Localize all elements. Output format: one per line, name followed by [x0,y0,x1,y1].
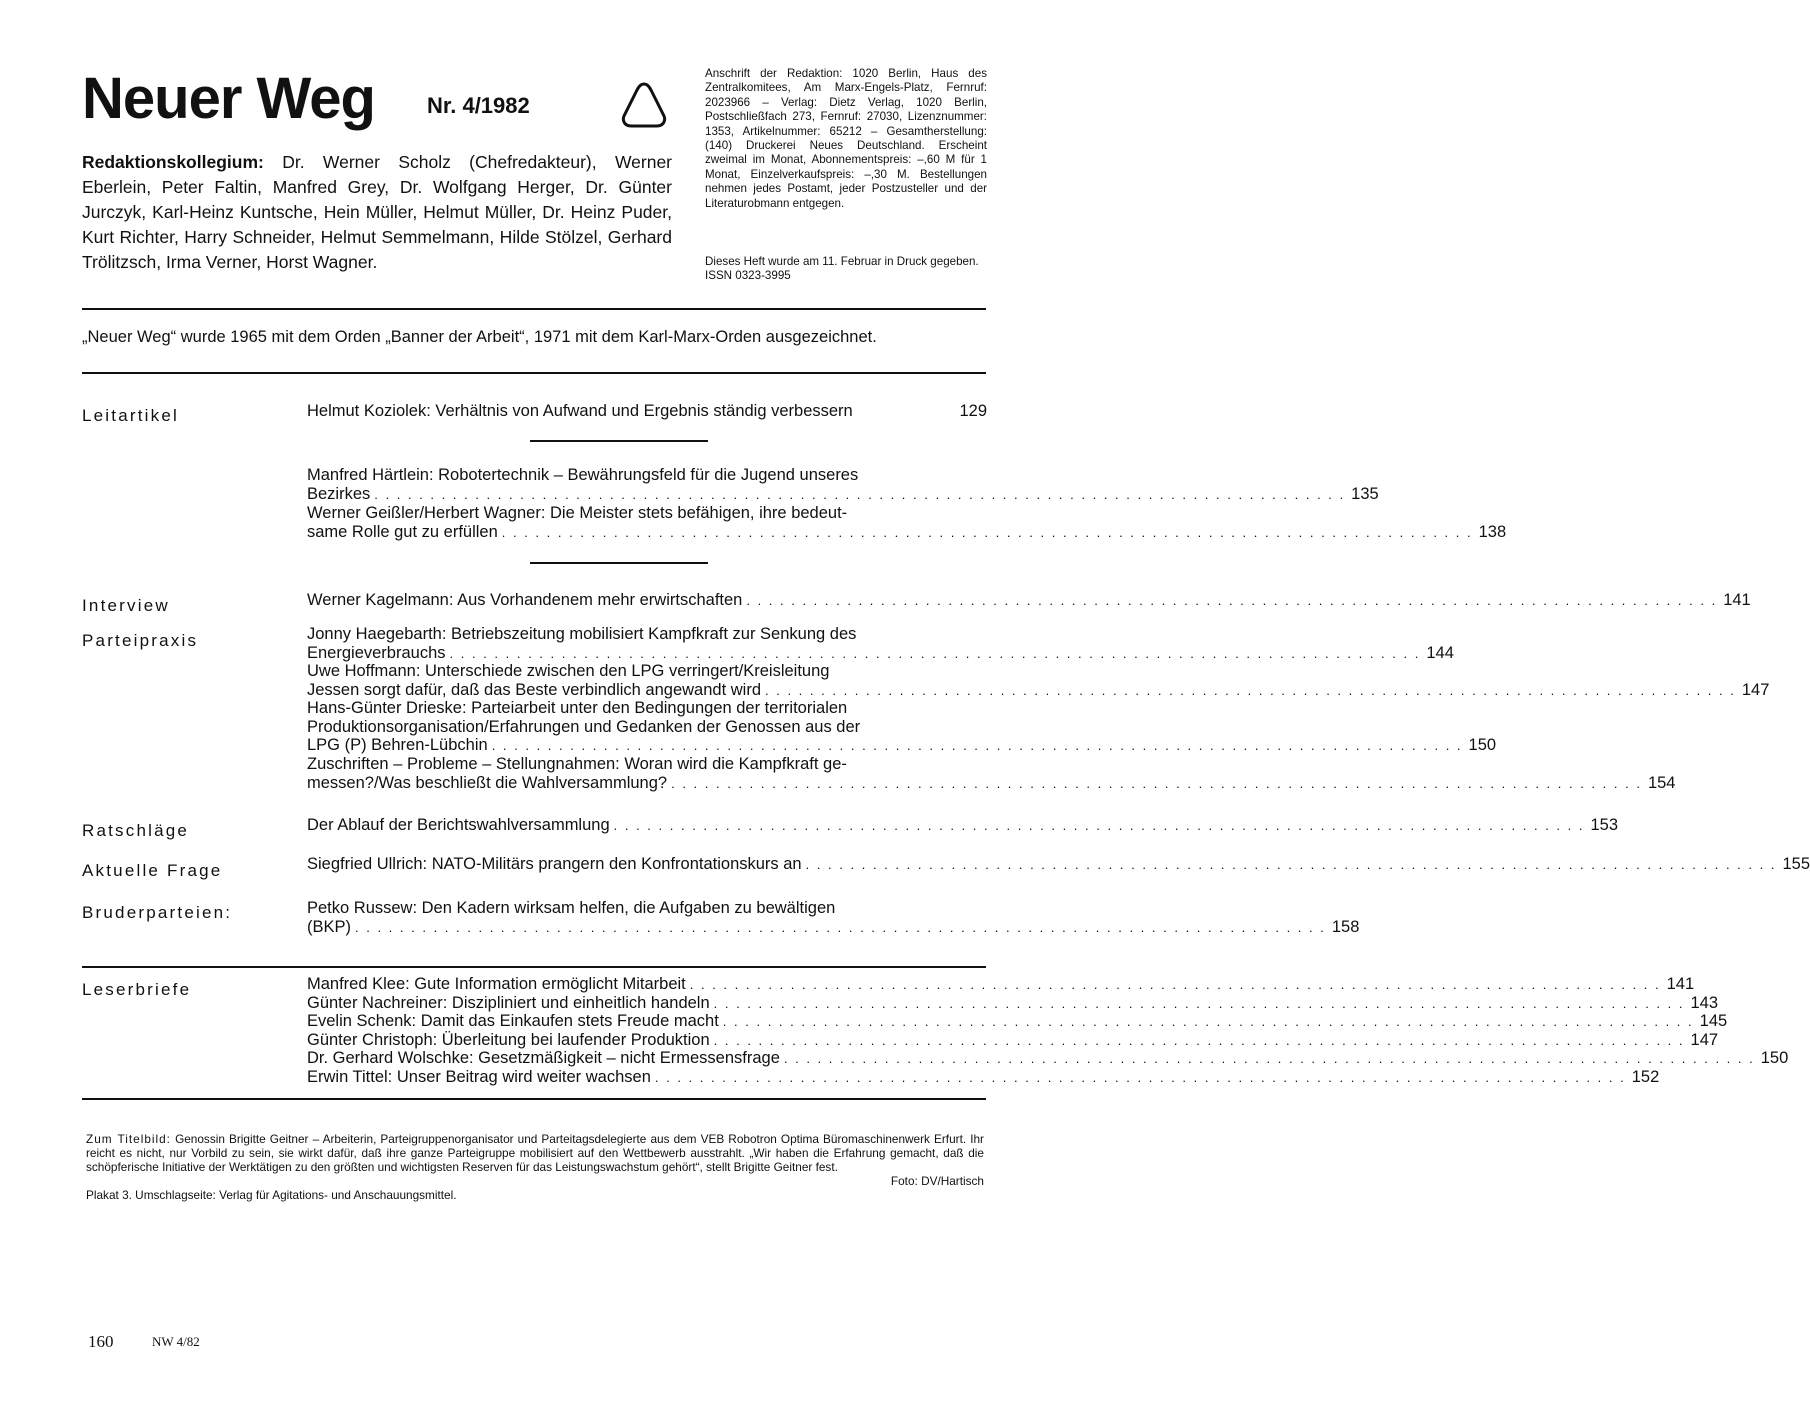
leader-dots: . . . . . . . . . . . . . . . . . . . . . . . . . . . . . . . . . . . . . . . . . . . . . . . . . . . . . . . . . . . . . . . . . . . . . . . . . . . . . . . . . . . . . . . [654,1069,1626,1085]
toc-entry[interactable] [307,1012,1728,1031]
toc-page-number: 154 [1647,773,1676,792]
section-ratschlaege: Ratschläge [82,821,190,840]
toc-page-number: 150 [1760,1049,1789,1067]
divider [82,966,986,968]
editorial-board [82,150,672,275]
toc-entry-title: Hans-Günter Drieske: Parteiarbeit unter den Bedingungen der territorialen [307,699,848,717]
triangle-logo-icon [620,80,668,130]
toc-entry[interactable] [307,1067,1660,1087]
toc-entry-title: Dr. Gerhard Wolschke: Gesetzmäßigkeit – nicht Ermessensfrage [307,1049,780,1067]
toc-entry[interactable] [307,504,1507,541]
leader-dots: . . . . . . . . . . . . . . . . . . . . . . . . . . . . . . . . . . . . . . . . . . . . . . . . . . . . . . . . . . . . . . . . . . . . . . . . . . . . . . . . . . . . . . . [713,1032,1685,1048]
toc-entry-title: Uwe Hoffmann: Unterschiede zwischen den LPG verringert/Kreisleitung [307,662,830,680]
leader-dots: . . . . . . . . . . . . . . . . . . . . . . . . . . . . . . . . . . . . . . . . . . . . . . . . . . . . . . . . . . . . . . . . . . . . . . . . . . . . . . . . . . . . . . . [765,682,1736,698]
caption-label: Zum Titelbild: [86,1132,171,1146]
toc-entry[interactable] [307,993,1719,1013]
divider [82,1098,986,1100]
toc-page-number: 145 [1699,1012,1728,1030]
toc-entry[interactable] [307,1030,1719,1050]
leader-dots: . . . . . . . . . . . . . . . . . . . . . . . . . . . . . . . . . . . . . . . . . . . . . . . . . . . . . . . . . . . . . . . . . . . . . . . . . . . . . . . . . . . . . . . [713,995,1685,1011]
section-aktuelle-frage: Aktuelle Frage [82,861,223,880]
cover-caption [86,1132,984,1202]
toc-page-number: 129 [959,402,987,420]
leader-dots: . . . . . . . . . . . . . . . . . . . . . . . . . . . . . . . . . . . . . . . . . . . . . . . . . . . . . . . . . . . . . . . . . . . . . . . . . . . . . . . . . . . . . . . [355,919,1326,935]
photo-credit: Foto: DV/Hartisch [890,1174,984,1188]
toc-page-number: 150 [1468,736,1497,754]
toc-entry[interactable] [307,625,1454,662]
toc-entry[interactable] [307,466,1379,503]
caption-text: Genossin Brigitte Geitner – Arbeiterin, Parteigruppenorganisator und Parteitagsdelegierte aus dem VEB Robotron Optima Büromaschinenwerk Erfurt. Ihr reicht es nicht, nur Vorbild zu sein, sie wirkt dafür, daß ihre ganze Parteigruppe mobilisiert auf den Wettbewerb ausstrahlt. „Wir haben die Erfahrung gemacht, daß die schöpferische Initiative der Werktätigen zu den größten und wichtigsten Reserven für das Leistungswachstum gehört“, stellt Brigitte Geitner fest. [86,1132,984,1174]
toc-entry-title: Werner Geißler/Herbert Wagner: Die Meister stets befähigen, ihre bedeut- [307,504,848,522]
toc-page-number: 141 [1666,975,1695,993]
toc-entry[interactable] [307,591,1751,610]
toc-entry-title: Helmut Koziolek: Verhältnis von Aufwand und Ergebnis ständig verbessern [307,402,853,420]
toc-page-number: 135 [1351,484,1379,503]
toc-page-number: 143 [1690,993,1719,1012]
toc-page-number: 158 [1331,917,1360,936]
divider [82,372,986,374]
leader-dots: . . . . . . . . . . . . . . . . . . . . . . . . . . . . . . . . . . . . . . . . . . . . . . . . . . . . . . . . . . . . . . . . . . . . . . . . . . . . . . . . . . . . . . . [722,1014,1694,1029]
toc-page-number: 152 [1631,1067,1660,1086]
toc-entry-title: Günter Christoph: Überleitung bei laufender Produktion [307,1030,710,1049]
leader-dots: . . . . . . . . . . . . . . . . . . . . . . . . . . . . . . . . . . . . . . . . . . . . . . . . . . . . . . . . . . . . . . . . . . . . . . . . . . . . . . . . . . . . . . . [613,818,1585,833]
plakat-note: Plakat 3. Umschlagseite: Verlag für Agitations- und Anschauungsmittel. [86,1188,457,1202]
issue-reference: NW 4/82 [152,1334,200,1349]
toc-entry-title: Bezirkes [307,484,371,503]
toc-entry-title: messen?/Was beschließt die Wahlversammlung? [307,773,668,792]
leader-dots: . . . . . . . . . . . . . . . . . . . . . . . . . . . . . . . . . . . . . . . . . . . . . . . . . . . . . . . . . . . . . . . . . . . . . . . . . . . . . . . . . . . . . . . [783,1051,1755,1066]
toc-entry-title: Evelin Schenk: Damit das Einkaufen stets Freude macht [307,1012,719,1030]
toc-entry-title: Jessen sorgt dafür, daß das Beste verbindlich angewandt wird [307,680,762,699]
toc-page-number: 141 [1723,591,1751,609]
toc-entry-title: Manfred Klee: Gute Information ermöglicht Mitarbeit [307,975,686,993]
toc-entry-title: Produktionsorganisation/Erfahrungen und Gedanken der Genossen aus der [307,717,861,736]
section-divider [530,562,708,564]
toc-page-number: 153 [1590,816,1619,834]
leader-dots: . . . . . . . . . . . . . . . . . . . . . . . . . . . . . . . . . . . . . . . . . . . . . . . . . . . . . . . . . . . . . . . . . . . . . . . . . . . . . . . . . . . . . . . [374,486,1346,502]
toc-letters-list [307,975,1789,1086]
section-parteipraxis: Parteipraxis [82,631,199,650]
toc-page-number: 138 [1478,522,1507,541]
toc-entry-title: Energieverbrauchs [307,643,446,662]
toc-entry[interactable] [307,402,987,421]
award-notice: „Neuer Weg“ wurde 1965 mit dem Orden „Banner der Arbeit“, 1971 mit dem Karl-Marx-Orden ausgezeichnet. [82,328,877,346]
section-interview: Interview [82,596,170,615]
toc-entry-title: Siegfried Ullrich: NATO-Militärs prangern den Konfrontationskurs an [307,855,802,873]
masthead-title: Neuer Weg [82,66,375,131]
toc-page-number: 147 [1741,680,1770,699]
toc-entry[interactable] [307,855,1810,874]
page-number: 160 [88,1332,114,1351]
editorial-address: Anschrift der Redaktion: 1020 Berlin, Haus des Zentralkomitees, Am Marx-Engels-Platz, Fernruf: 2023966 – Verlag: Dietz Verlag, 1020 Berlin, Postschließfach 273, Fernruf: 27030, Lizenznummer: 1353, Artikelnummer: 65212 – Gesamtherstellung: (140) Druckerei Neues Deutschland. Erscheint zweimal im Monat, Abonnementspreis: –,60 M für 1 Monat, Einzelverkaufspreis: –,30 M. Bestellungen nehmen jedes Postamt, jeder Postzusteller und der Literaturobmann entgegen. [705,67,987,210]
section-divider [530,440,708,442]
editorial-board-label: Redaktionskollegium: [82,152,264,172]
leader-dots: . . . . . . . . . . . . . . . . . . . . . . . . . . . . . . . . . . . . . . . . . . . . . . . . . . . . . . . . . . . . . . . . . . . . . . . . . . . . . . . . . . . . . . . [746,593,1718,608]
toc-entry-title: Erwin Tittel: Unser Beitrag wird weiter wachsen [307,1067,651,1086]
editorial-board-members: Dr. Werner Scholz (Chefredakteur), Werner Eberlein, Peter Faltin, Manfred Grey, Dr. Wolfgang Herger, Dr. Günter Jurczyk, Karl-Heinz Kuntsche, Hein Müller, Helmut Müller, Dr. Heinz Puder, Kurt Richter, Harry Schneider, Helmut Semmelmann, Hilde Stölzel, Gerhard Trölitzsch, Irma Verner, Horst Wagner. [82,152,672,272]
toc-entry-title: Der Ablauf der Berichtswahlversammlung [307,816,610,834]
leader-dots: . . . . . . . . . . . . . . . . . . . . . . . . . . . . . . . . . . . . . . . . . . . . . . . . . . . . . . . . . . . . . . . . . . . . . . . . . . . . . . . . . . . . . . . [449,645,1421,661]
divider [82,308,986,310]
toc-page-number: 144 [1426,643,1454,662]
toc-entry[interactable] [307,755,1676,792]
toc-entry-title: Manfred Härtlein: Robotertechnik – Bewährungsfeld für die Jugend unseres [307,466,859,484]
leader-dots: . . . . . . . . . . . . . . . . . . . . . . . . . . . . . . . . . . . . . . . . . . . . . . . . . . . . . . . . . . . . . . . . . . . . . . . . . . . . . . . . . . . . . . . [501,524,1473,540]
toc-entry-title: same Rolle gut zu erfüllen [307,522,498,541]
toc-entry-title: LPG (P) Behren-Lübchin [307,736,488,754]
leader-dots: . . . . . . . . . . . . . . . . . . . . . . . . . . . . . . . . . . . . . . . . . . . . . . . . . . . . . . . . . . . . . . . . . . . . . . . . . . . . . . . . . . . . . . . [671,775,1642,791]
toc-entry[interactable] [307,699,1497,755]
toc-entry[interactable] [307,662,1770,699]
toc-page-number: 155 [1782,855,1810,873]
print-info: Dieses Heft wurde am 11. Februar in Druck gegeben. ISSN 0323-3995 [705,255,979,283]
toc-entry-title: Jonny Haegebarth: Betriebszeitung mobilisiert Kampfkraft zur Senkung des [307,625,857,643]
toc-entry-title: Petko Russew: Den Kadern wirksam helfen, die Aufgaben zu bewältigen [307,899,836,917]
toc-entry[interactable] [307,1049,1789,1068]
toc-entry-title: (BKP) [307,917,352,936]
leader-dots: . . . . . . . . . . . . . . . . . . . . . . . . . . . . . . . . . . . . . . . . . . . . . . . . . . . . . . . . . . . . . . . . . . . . . . . . . . . . . . . . . . . . . . . [689,977,1661,992]
toc-entry[interactable] [307,975,1695,994]
issue-number: Nr. 4/1982 [427,93,530,118]
toc-entry[interactable] [307,899,1360,936]
section-bruderparteien: Bruderparteien: [82,903,233,922]
section-leitartikel: Leitartikel [82,406,179,425]
toc-entry-title: Werner Kagelmann: Aus Vorhandenem mehr erwirtschaften [307,591,743,609]
toc-entry-title: Zuschriften – Probleme – Stellungnahmen: Woran wird die Kampfkraft ge- [307,755,847,773]
toc-page-number: 147 [1690,1030,1719,1049]
section-leserbriefe: Leserbriefe [82,980,192,999]
leader-dots: . . . . . . . . . . . . . . . . . . . . . . . . . . . . . . . . . . . . . . . . . . . . . . . . . . . . . . . . . . . . . . . . . . . . . . . . . . . . . . . . . . . . . . . [805,857,1777,872]
leader-dots: . . . . . . . . . . . . . . . . . . . . . . . . . . . . . . . . . . . . . . . . . . . . . . . . . . . . . . . . . . . . . . . . . . . . . . . . . . . . . . . . . . . . . . . [491,738,1463,753]
toc-entry[interactable] [307,816,1619,835]
toc-entry-title: Günter Nachreiner: Diszipliniert und einheitlich handeln [307,993,710,1012]
